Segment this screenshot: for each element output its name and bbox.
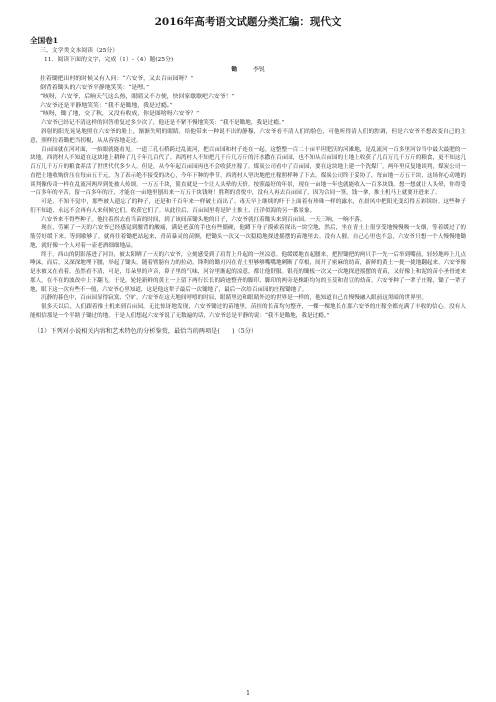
story-paragraph: 现在，劳累了一天的六安爷已经感觉到腰背的酸痛，满是老茧的手也有些僵硬，他蹲下身子摸索着探出一块空地，然后，坐在青土上很享受地慢慢吸一支烟，等着缓过了的筋劳好缓下来。等到歇够了，就再往着锄把站起来，青苗暴灵的苗颤，把锄头一次又一次稳稳地探进摇摆的苗地里去。没有人催，自己心里也不急，六安爷只想一个人慢慢地锄地，就好像一个人对着一壶老酒细细地品。 bbox=[30, 225, 466, 249]
page-number: 1 bbox=[246, 690, 250, 697]
story-paragraph: 六安爷已经记不清这样的回答重复过多少次了，他还是不紧不慢地笑笑：“我不是锄地，我是过瘾。” bbox=[41, 120, 285, 127]
question-1: （1）下列对小说相关内容和艺术特色的分析鉴赏，最恰当的两项是( )（5分） bbox=[34, 327, 258, 335]
story-title: 锄 bbox=[231, 65, 238, 73]
dialogue-line: 倒背着锄头的六安爷平静地笑笑：“是哩。” bbox=[40, 84, 150, 91]
part-heading: 三、文学类文本阅读（25分） bbox=[40, 48, 119, 54]
section-heading: 全国卷1 bbox=[30, 36, 59, 45]
story-paragraph: 斜射的阳光晃晃地照在六安爷的脸上，渐渐失明的眼睛，给他带来一种说不出的静穆，六安爷看不清人们的脸色，可他听得清人们的腔调，但是六安爷不想改变自己的主意，照样拄着锄把当拐棍，从从容容地走过。 bbox=[30, 129, 466, 144]
story-paragraph: 沉静的暮色中，百亩园显得寂寞、空旷。六安爷在这天地间呼嘻的时辰，眼睛里边和眼睛外边的世界是一样的，他知道自己在慢慢融入眼前这黑暗的世界里。 bbox=[41, 295, 427, 302]
story-heading bbox=[30, 65, 466, 75]
story-paragraph: 终于，西山的阴影落进了河谷，被太阳晒了一天的六安爷，立刻感受到了肩背上升起的一丝凉意。他缓缓地直起腰来，把捏锄把的两只手一先一后举到嘴前，轻轻地啐上几点唾沫，而后，又深深地埋下腰，举起了锄头。随着臂膀有力的拉动，锋利的锄刃闪在青土里够够嘴嘴地剜断了草根，间开了密麻的幼苗，新鲜的黄土一拢一拢地翻起来，六安爷像是水被又在看着，虽然看不清，可是，耳朵里的声音，鼻子里的气味，河谷里渐起的凉意，都让他舒服。银亮的锄板一次又一次地探进摇摆的青苗，又好像上和泥的苗小圣骨迹来那人，在不在的波改中上下翻飞。于是，轮轮新鲜的黄土一上留下两行长长的跨迹整齐的脚印，脚印的两旁是株距均匀的玉茭和青豆的幼苗。六安爷种了一辈子庄稼，锄了一辈子地，眼下这一次有些不一般，六安爷心里知道，这是他这辈子最后一次锄地了，最后一次给百亩园的庄稼锄地了。 bbox=[30, 251, 466, 293]
question-intro: 11．阅读下面的文字，完成（1）-（4）题(25分) bbox=[44, 56, 174, 63]
story-paragraph: 六安爷来不得些种子。他拄着拐去看当苗的时间，到了该间苗锄头地的日子，六安爷就扛着锄头来到百亩园。一天三晌，一晌不落。 bbox=[41, 216, 366, 223]
story-author: 李锐 bbox=[252, 66, 265, 73]
dialogue-line: 拄着锄把出村的时候又有人问：“六安爷，又去百亩园呀？” bbox=[40, 75, 194, 82]
story-paragraph: 可是，不知不觉中，那些被人遗忘了的种子，还是和千百年来一样破土而出了。毒天早上继续的吓于上面着有珍珠一样的露水，在晨风中把阳光变幻得五彩缤纷。这些种子们不知道，永远不会再有人来伺候它们，收获它们了。从此往后，百亩园里将是铲土推土、汪洋似海的另一番景象。 bbox=[30, 199, 466, 214]
dialogue-line: “咳呀，锄了地，交了秋，又没有收成，你是图啥呀六安爷？” bbox=[40, 111, 200, 118]
story-paragraph: 很多天以后，人们跟着推土机来到百亩园，无比惊讶地发现，六安爷锄过的苗地里，苗挂的长苗均匀整齐，一棵一棵地长在那六安爷的庄稼全都充满了丰收的信心。没有人能相信那是一个半瞎子锄过的地。于是人们想起六安爷说了无数遍的话，六安爷总是平静的说：“我不是锄地，我是过瘾。” bbox=[30, 304, 466, 319]
dialogue-line: “咳呀，六安爷，后晌天气这么热，眼睛又不方便，快回家歇歇吧六安爷！” bbox=[40, 93, 235, 100]
story-paragraph: 百亩园就在河对面，一抬眼就能看见。一道三孔石桥跨过乱流河，把百亩园和村子连在一起。这整整一百二十亩平坦肥沃的河滩地，是乱流河一百多里河谷当中最大最肥的一块地。西湾村人不知道在这块地上耕种了几千年几百代了。西湾村人不知把几千斤几万斤的汗水撒在百亩园，也不知从百亩园的土地上收获了几百万几千万斤的粮食，更不知这几百万几千万斤的粮食养活了世世代代多少人。但是，从今年起百亩园再也不会收获庄稼了。煤炭公司看中了百亩园，要在这块地上建一个洗煤厂。两年里反复地谈判，煤炭公司一直把土地收购价压在每亩五千元，为了表示绝不接受的决心，今年下种的季节，西湾村人坚决地把庄稼照样种了下去。煤炭公司终于妥协了，每亩地一万五千块，这场你心动地的谈判像传奇一样在乱流河两岸到处被人传颂。一万五千块，简直就是一个让人头晕的天价。按照最好的年景，现在一亩地一年也就能收入一百多块钱。想一想就让人头晕，你得受一百多年的辛苦，留一百多年的汗，才能在一亩地里刨出来一万五千块钱呀！胜利的喜悦中，没有人再去百亩园了，因为合同一签，钱一拿，推土机马上就要开进来了。 bbox=[30, 146, 466, 197]
document-title: 2016年高考语文试题分类汇编：现代文 bbox=[154, 16, 342, 28]
dialogue-block bbox=[30, 75, 466, 120]
dialogue-line: 六安爷还是平静地笑笑：“我不是锄地，我是过瘾。” bbox=[40, 102, 173, 109]
story-body bbox=[30, 119, 466, 320]
